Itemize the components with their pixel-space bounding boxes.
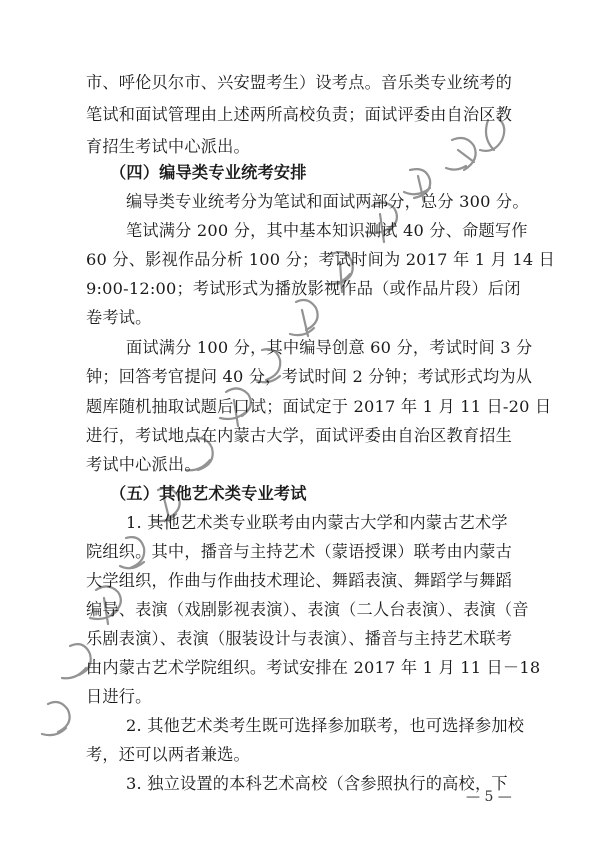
paragraph-line: 考试中心派出。 [86,455,201,474]
paragraph-line: 60 分、影视作品分析 100 分；考试时间为 2017 年 1 月 14 日 [86,250,556,269]
paragraph-line: 编导、表演（戏剧影视表演）、表演（二人台表演）、表演（音 [86,600,529,619]
paragraph-line: 院组织。其中，播音与主持艺术（蒙语授课）联考由内蒙古 [86,542,513,561]
paragraph-line: 笔试和面试管理由上述两所高校负责；面试评委由自治区教 [86,105,513,124]
page-number: — 5 — [466,789,512,805]
paragraph-line: 由内蒙古艺术学院组织。考试安排在 2017 年 1 月 11 日－18 [86,658,541,677]
paragraph-line: 考，还可以两者兼选。 [86,745,250,764]
paragraph-line: 面试满分 100 分，其中编导创意 60 分，考试时间 3 分 [126,338,533,357]
paragraph-line: 编导类专业统考分为笔试和面试两部分，总分 300 分。 [126,192,529,211]
paragraph-line: 钟；回答考官提问 40 分，考试时间 2 分钟；考试形式均为从 [86,367,533,386]
paragraph-line: 大学组织，作曲与作曲技术理论、舞蹈表演、舞蹈学与舞蹈 [86,571,513,590]
paragraph-line: 市、呼伦贝尔市、兴安盟考生）设考点。音乐类专业统考的 [86,73,513,92]
paragraph-line: 1. 其他艺术类专业联考由内蒙古大学和内蒙古艺术学 [126,513,508,532]
paragraph-line: 进行，考试地点在内蒙古大学，面试评委由自治区教育招生 [86,426,513,445]
section-heading: （四）编导类专业统考安排 [110,163,307,182]
paragraph-line: 笔试满分 200 分，其中基本知识测试 40 分、命题写作 [126,221,528,240]
paragraph-line: 育招生考试中心派出。 [86,137,250,156]
paragraph-line: 卷考试。 [86,308,152,327]
paragraph-line: 乐剧表演）、表演（服装设计与表演）、播音与主持艺术联考 [86,629,513,648]
paragraph-line: 2. 其他艺术类考生既可选择参加联考，也可选择参加校 [126,716,525,735]
paragraph-line: 题库随机抽取试题后口试；面试定于 2017 年 1 月 11 日-20 日 [86,397,552,416]
paragraph-line: 9:00-12:00；考试形式为播放影视作品（或作品片段）后闭 [86,279,521,298]
section-heading: （五）其他艺术类专业考试 [110,484,307,503]
paragraph-line: 日进行。 [86,687,152,706]
paragraph-line: 3. 独立设置的本科艺术高校（含参照执行的高校，下 [126,774,508,793]
